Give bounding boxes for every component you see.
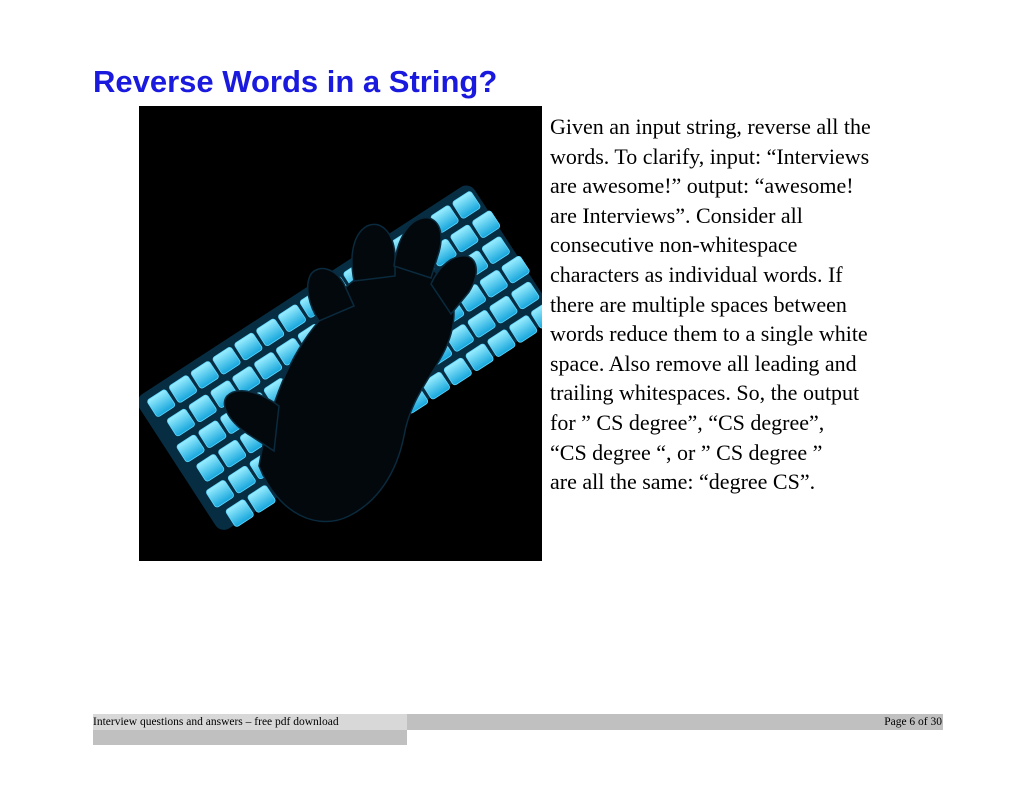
body-paragraph: Given an input string, reverse all the words. To clarify, input: “Interviews are awesome!” output: “awesome! are Interviews”. Consider all consecutive non-whitespace characters as individual words. If there are multiple spaces between words reduce them to a single white space. Also remove all leading and trailing whitespaces. So, the output for ” CS degree”, “CS degree”, “CS degree “, or ” CS degree ” are all the same: “degree CS”. [550, 114, 871, 495]
footer-bar-extension [93, 730, 407, 745]
page-number: Page 6 of 30 [884, 716, 942, 728]
glowing-keyboard-hand-illustration [139, 106, 542, 561]
page-title: Reverse Words in a String? [93, 64, 498, 99]
footer-left-text: Interview questions and answers – free pdf download [93, 716, 339, 728]
keyboard-photo [139, 106, 542, 561]
